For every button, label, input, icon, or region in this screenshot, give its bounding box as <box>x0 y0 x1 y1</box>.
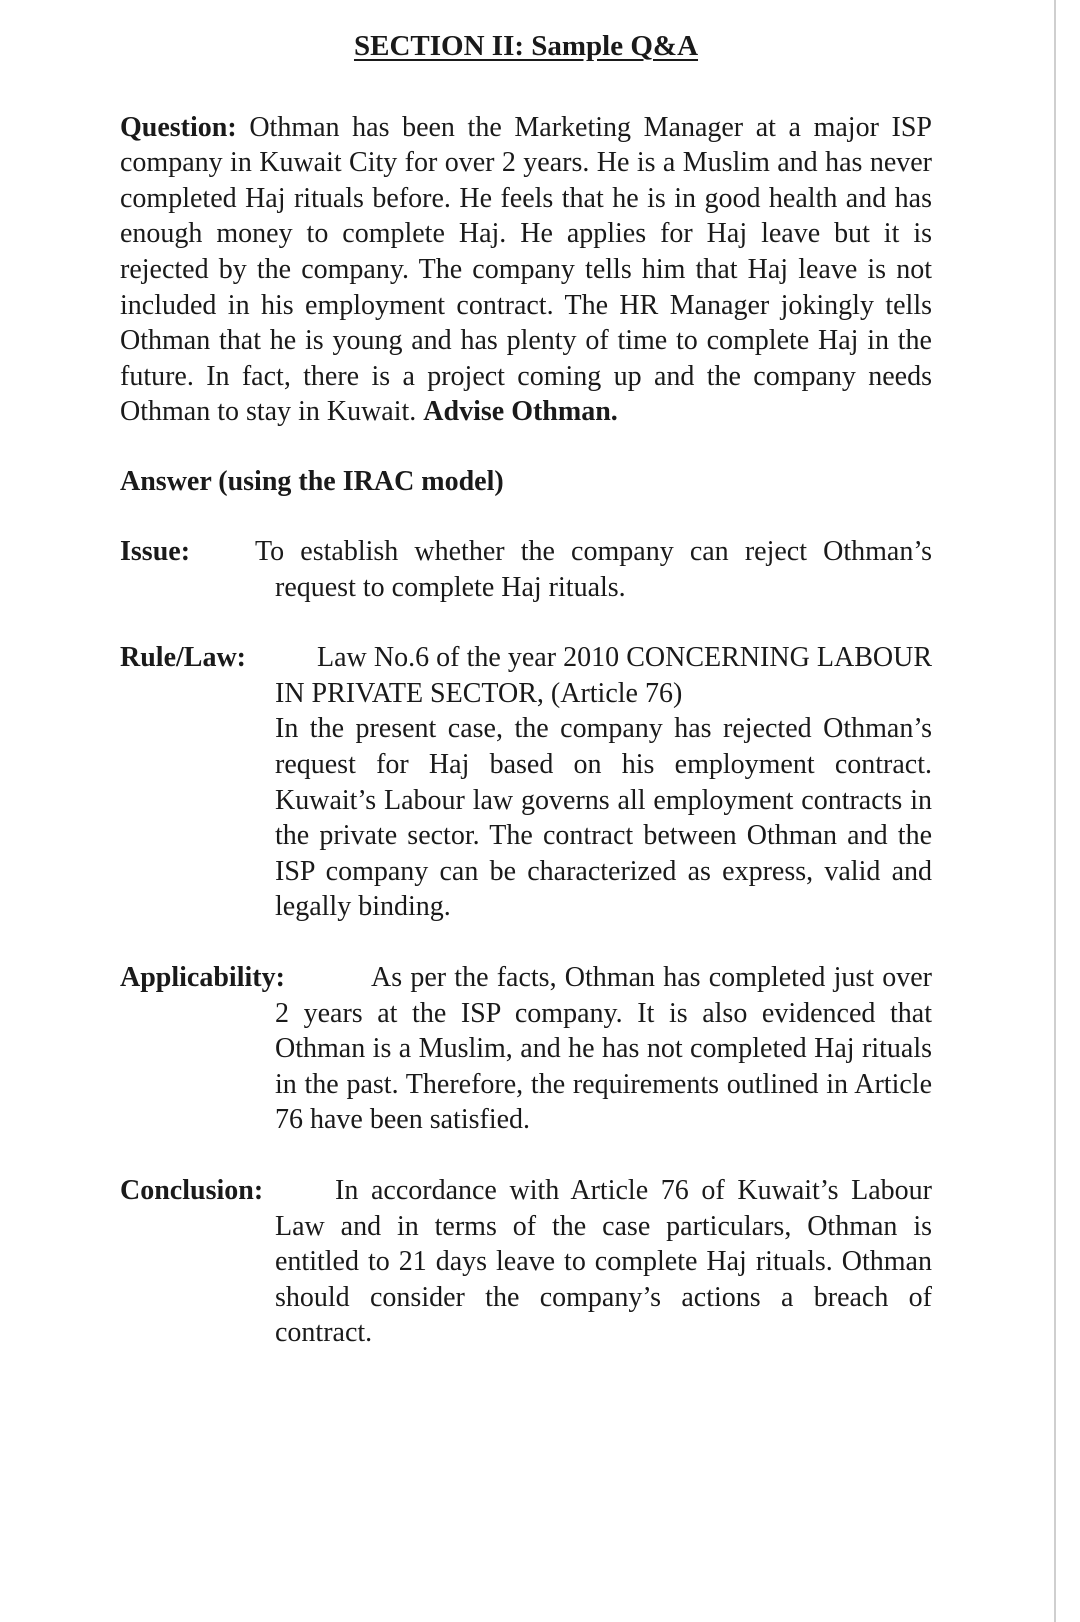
conclusion-section <box>120 1173 932 1351</box>
question-label: Question: <box>120 111 237 143</box>
answer-heading: Answer (using the IRAC model) <box>120 466 504 498</box>
applicability-section <box>120 960 932 1138</box>
rule-law-citation: Law No.6 of the year 2010 CONCERNING LABOUR IN PRIVATE SECTOR, (Article 76) <box>275 642 932 709</box>
rule-section <box>120 640 932 925</box>
issue-label: Issue: <box>120 536 191 568</box>
applicability-text: As per the facts, Othman has completed just over 2 years at the ISP company. It is also evidenced that Othman is a Muslim, and he has not completed Haj rituals in the past. Therefore, the requirements outlined in Article 76 have been satisfied. <box>275 961 932 1136</box>
rule-text: In the present case, the company has rejected Othman’s request for Haj based on his employment contract. Kuwait’s Labour law governs all employment contracts in the private sector. The contract between Othman and the ISP company can be characterized as express, valid and legally binding. <box>275 713 932 923</box>
rule-label: Rule/Law: <box>120 642 246 674</box>
conclusion-label: Conclusion: <box>120 1174 264 1206</box>
section-title: SECTION II: Sample Q&A <box>353 30 699 62</box>
page-edge-rule <box>1054 0 1056 1622</box>
applicability-label: Applicability: <box>120 961 285 993</box>
question-paragraph <box>120 110 932 430</box>
question-advise: Advise Othman. <box>423 396 618 428</box>
issue-text: To establish whether the company can reject Othman’s request to complete Haj rituals. <box>255 536 932 603</box>
issue-section <box>120 534 932 605</box>
conclusion-text: In accordance with Article 76 of Kuwait’s Labour Law and in terms of the case particulars, Othman is entitled to 21 days leave to complete Haj rituals. Othman should consider the company’s actions a breach of contract. <box>275 1174 932 1349</box>
document-page <box>120 28 932 1351</box>
question-text: Othman has been the Marketing Manager at a major ISP company in Kuwait City for over 2 years. He is a Muslim and has never completed Haj rituals before. He feels that he is in good health and has enough money to complete Haj. He applies for Haj leave but it is rejected by the company. The company tells him that Haj leave is not included in his employment contract. The HR Manager jokingly tells Othman that he is young and has plenty of time to complete Haj in the future. In fact, there is a project coming up and the company needs Othman to stay in Kuwait. <box>120 111 932 428</box>
